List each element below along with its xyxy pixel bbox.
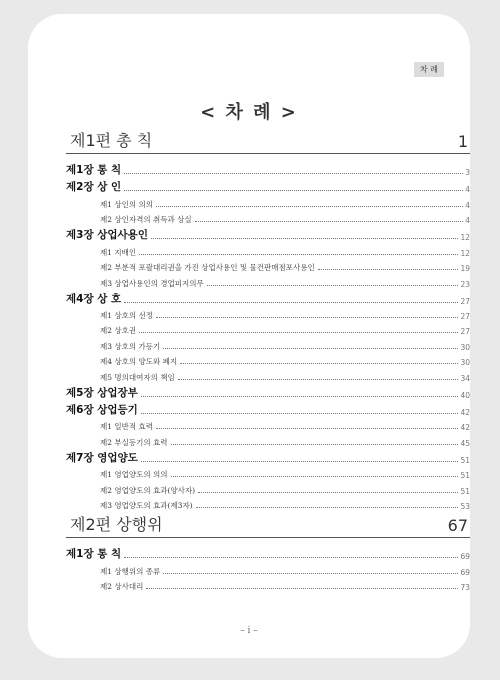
dot-leader [163,573,458,574]
toc-section-entry[interactable] [66,465,470,480]
toc-chapter-entry[interactable] [66,177,470,194]
dot-leader [139,332,458,333]
dot-leader [207,285,459,286]
toc-entry-page-number: 42 [460,423,470,433]
dot-leader [151,238,458,239]
toc-chapter-entry[interactable] [66,160,470,177]
toc-entry-label: 제1장 통 칙 [66,548,122,561]
toc-entry-page-number: 69 [460,552,470,562]
dot-leader [141,413,459,414]
toc-entry-label: 제3 상업사용인의 경업피지의무 [100,278,204,288]
toc-list-part-1 [66,160,470,511]
toc-entry-label: 제1 일반적 효력 [100,422,154,432]
toc-entry-label: 제2 부분적 포괄대리권을 가진 상업사용인 및 물건판매점포사용인 [100,263,315,273]
dot-leader [139,254,458,255]
toc-section-entry[interactable] [66,561,470,576]
toc-section-entry[interactable] [66,273,470,288]
dot-leader [156,317,458,318]
toc-section-entry[interactable] [66,577,470,592]
dot-leader [196,507,459,508]
dot-leader [156,206,463,207]
toc-entry-page-number: 19 [460,264,470,274]
toc-entry-page-number: 12 [460,248,470,258]
toc-entry-page-number: 34 [460,373,470,383]
toc-section-entry[interactable] [66,432,470,447]
dot-leader [156,428,458,429]
toc-section-entry[interactable] [66,210,470,225]
toc-entry-page-number: 45 [460,438,470,448]
toc-entry-page-number: 27 [460,327,470,337]
toc-entry-page-number: 12 [460,233,470,243]
toc-entry-page-number: 23 [460,279,470,289]
toc-entry-label: 제2장 상 인 [66,181,122,194]
toc-entry-page-number: 30 [460,342,470,352]
toc-entry-label: 제7장 영업양도 [66,452,138,464]
toc-entry-page-number: 4 [465,216,470,226]
toc-entry-label: 제1장 통 칙 [66,164,122,177]
toc-section-entry[interactable] [66,496,470,511]
toc-entry-page-number: 51 [460,456,470,465]
dot-leader [163,348,458,349]
dot-leader [124,190,463,191]
toc-section-entry[interactable] [66,352,470,367]
page-title: < 차 례 > [200,102,298,123]
dot-leader [124,173,463,174]
toc-entry-label: 제6장 상업등기 [66,404,138,417]
toc-entry-page-number: 40 [460,390,470,400]
part-title: 제1편 총 칙 [70,131,153,150]
toc-entry-label: 제2 부실등기의 효력 [100,437,168,447]
toc-section-entry[interactable] [66,242,470,257]
toc-chapter-entry[interactable] [66,289,470,306]
toc-chapter-entry[interactable] [66,544,470,561]
toc-entry-page-number: 4 [465,185,470,195]
toc-chapter-entry[interactable] [66,225,470,242]
section-tag: 차 례 [414,62,444,77]
toc-entry-label: 제2 상호권 [100,326,137,336]
part-heading-2 [66,514,470,538]
dot-leader [141,396,459,397]
toc-entry-label: 제3 영업양도의 효과(제3자) [100,501,193,511]
toc-entry-page-number: 3 [465,168,470,178]
toc-entry-page-number: 69 [460,567,470,577]
part-title: 제2편 상행위 [70,515,163,534]
dot-leader [141,461,459,462]
toc-entry-page-number: 51 [460,471,470,481]
dot-leader [198,492,458,493]
dot-leader [146,588,458,589]
toc-entry-label: 제2 영업양도의 효과(양사자) [100,485,196,495]
toc-entry-label: 제1 상행위의 종류 [100,566,161,576]
dot-leader [195,221,464,222]
toc-entry-label: 제1 영업양도의 의의 [100,470,168,480]
toc-entry-label: 제5 명의대여자의 책임 [100,372,175,382]
dot-leader [124,302,458,303]
toc-section-entry[interactable] [66,306,470,321]
part-heading-1 [66,130,470,154]
dot-leader [318,269,459,270]
toc-section-entry[interactable] [66,417,470,432]
toc-entry-page-number: 27 [460,312,470,322]
toc-entry-page-number: 27 [460,296,470,306]
toc-entry-page-number: 73 [460,582,470,592]
toc-entry-label: 제1 상인의 의의 [100,199,154,209]
toc-entry-page-number: 4 [465,200,470,210]
toc-entry-label: 제2 상인자격의 취득과 상실 [100,215,192,225]
toc-entry-label: 제1 지배인 [100,247,137,257]
toc-entry-page-number: 53 [460,502,470,512]
toc-entry-label: 제2 상사대리 [100,581,144,591]
page-number-footer: – i – [240,626,258,636]
dot-leader [171,476,459,477]
toc-section-entry[interactable] [66,321,470,336]
dot-leader [178,379,459,380]
toc-entry-label: 제3장 상업사용인 [66,229,148,242]
dot-leader [124,557,458,558]
toc-entry-label: 제4 상호의 양도와 폐지 [100,357,178,367]
toc-chapter-entry[interactable] [66,383,470,400]
part-page-number: 1 [457,132,468,151]
toc-chapter-entry[interactable] [66,400,470,417]
toc-section-entry[interactable] [66,480,470,495]
toc-entry-label: 제4장 상 호 [66,292,122,305]
toc-section-entry[interactable] [66,336,470,351]
toc-entry-page-number: 30 [460,358,470,368]
toc-entry-label: 제1 상호의 선정 [100,311,154,321]
toc-section-entry[interactable] [66,258,470,273]
toc-chapter-entry[interactable] [66,448,470,465]
dot-leader [180,363,458,364]
toc-list-part-2 [66,544,470,592]
toc-entry-label: 제5장 상업장부 [66,386,138,399]
toc-section-entry[interactable] [66,194,470,209]
document-page [28,14,470,658]
toc-entry-page-number: 42 [460,408,470,418]
toc-entry-page-number: 51 [460,486,470,496]
dot-leader [171,444,459,445]
toc-section-entry[interactable] [66,367,470,382]
toc-entry-label: 제3 상호의 가등기 [100,341,161,351]
part-page-number: 67 [447,516,468,535]
